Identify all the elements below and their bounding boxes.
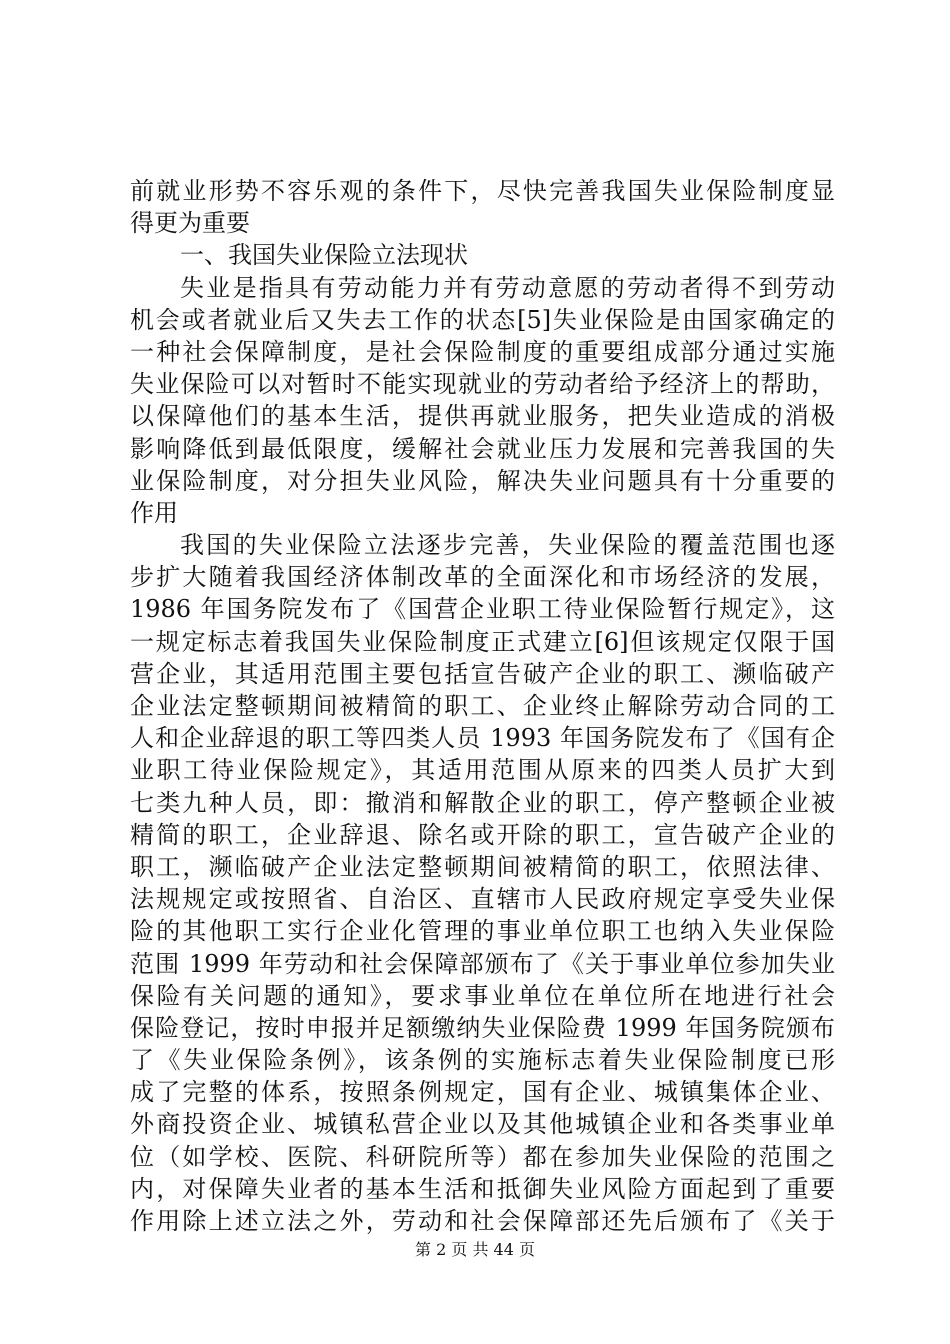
- text-line: 职工，濒临破产企业法定整顿期间被精简的职工，依照法律、: [130, 852, 835, 881]
- text-line: 保险有关问题的通知》，要求事业单位在单位所在地进行社会: [130, 981, 835, 1010]
- text-line: 外商投资企业、城镇私营企业以及其他城镇企业和各类事业单: [130, 1110, 835, 1139]
- text-line: 人和企业辞退的职工等四类人员 1993 年国务院发布了《国有企: [130, 724, 835, 753]
- text-line: 得更为重要: [130, 209, 250, 238]
- body-text: [130, 175, 835, 1237]
- text-line: 范围 1999 年劳动和社会保障部颁布了《关于事业单位参加失业: [130, 949, 835, 978]
- text-line: 法规规定或按照省、自治区、直辖市人民政府规定享受失业保: [130, 885, 835, 914]
- text-line: 营企业，其适用范围主要包括宣告破产企业的职工、濒临破产: [130, 659, 835, 688]
- text-line: 我国的失业保险立法逐步完善，失业保险的覆盖范围也逐: [180, 531, 835, 560]
- text-line: 1986 年国务院发布了《国营企业职工待业保险暂行规定》，这: [130, 595, 835, 624]
- text-line: 前就业形势不容乐观的条件下，尽快完善我国失业保险制度显: [130, 177, 835, 205]
- text-line: 业职工待业保险规定》，其适用范围从原来的四类人员扩大到: [130, 756, 835, 785]
- text-line: 机会或者就业后又失去工作的状态[5]失业保险是由国家确定的: [130, 305, 835, 334]
- text-line: 失业是指具有劳动能力并有劳动意愿的劳动者得不到劳动: [180, 273, 835, 302]
- text-line: 作用: [130, 498, 178, 527]
- page-number-footer: 第 2 页 共 44 页: [415, 1240, 535, 1259]
- text-line: 影响降低到最低限度，缓解社会就业压力发展和完善我国的失: [130, 434, 835, 463]
- text-line: 以保障他们的基本生活，提供再就业服务，把失业造成的消极: [130, 402, 835, 431]
- text-line: 位（如学校、医院、科研院所等）都在参加失业保险的范围之: [130, 1142, 835, 1171]
- text-line: 险的其他职工实行企业化管理的事业单位职工也纳入失业保险: [130, 917, 835, 946]
- text-line: 一种社会保障制度，是社会保险制度的重要组成部分通过实施: [130, 337, 835, 366]
- text-line: 作用除上述立法之外，劳动和社会保障部还先后颁布了《关于: [130, 1207, 835, 1235]
- text-line: 保险登记，按时申报并足额缴纳失业保险费 1999 年国务院颁布: [130, 1013, 835, 1042]
- section-heading: 一、我国失业保险立法现状: [180, 241, 468, 270]
- text-line: 内，对保障失业者的基本生活和抵御失业风险方面起到了重要: [130, 1174, 835, 1203]
- text-line: 七类九种人员，即：撤消和解散企业的职工，停产整顿企业被: [130, 788, 835, 817]
- text-line: 企业法定整顿期间被精简的职工、企业终止解除劳动合同的工: [130, 692, 835, 720]
- text-line: 一规定标志着我国失业保险制度正式建立[6]但该规定仅限于国: [130, 627, 835, 656]
- text-line: 了《失业保险条例》，该条例的实施标志着失业保险制度已形: [130, 1046, 835, 1075]
- text-line: 步扩大随着我国经济体制改革的全面深化和市场经济的发展，: [130, 563, 835, 592]
- text-line: 精简的职工，企业辞退、除名或开除的职工，宣告破产企业的: [130, 820, 835, 849]
- text-line: 业保险制度，对分担失业风险，解决失业问题具有十分重要的: [130, 466, 835, 495]
- text-line: 成了完整的体系，按照条例规定，国有企业、城镇集体企业、: [130, 1078, 835, 1107]
- text-line: 失业保险可以对暂时不能实现就业的劳动者给予经济上的帮助，: [130, 370, 835, 399]
